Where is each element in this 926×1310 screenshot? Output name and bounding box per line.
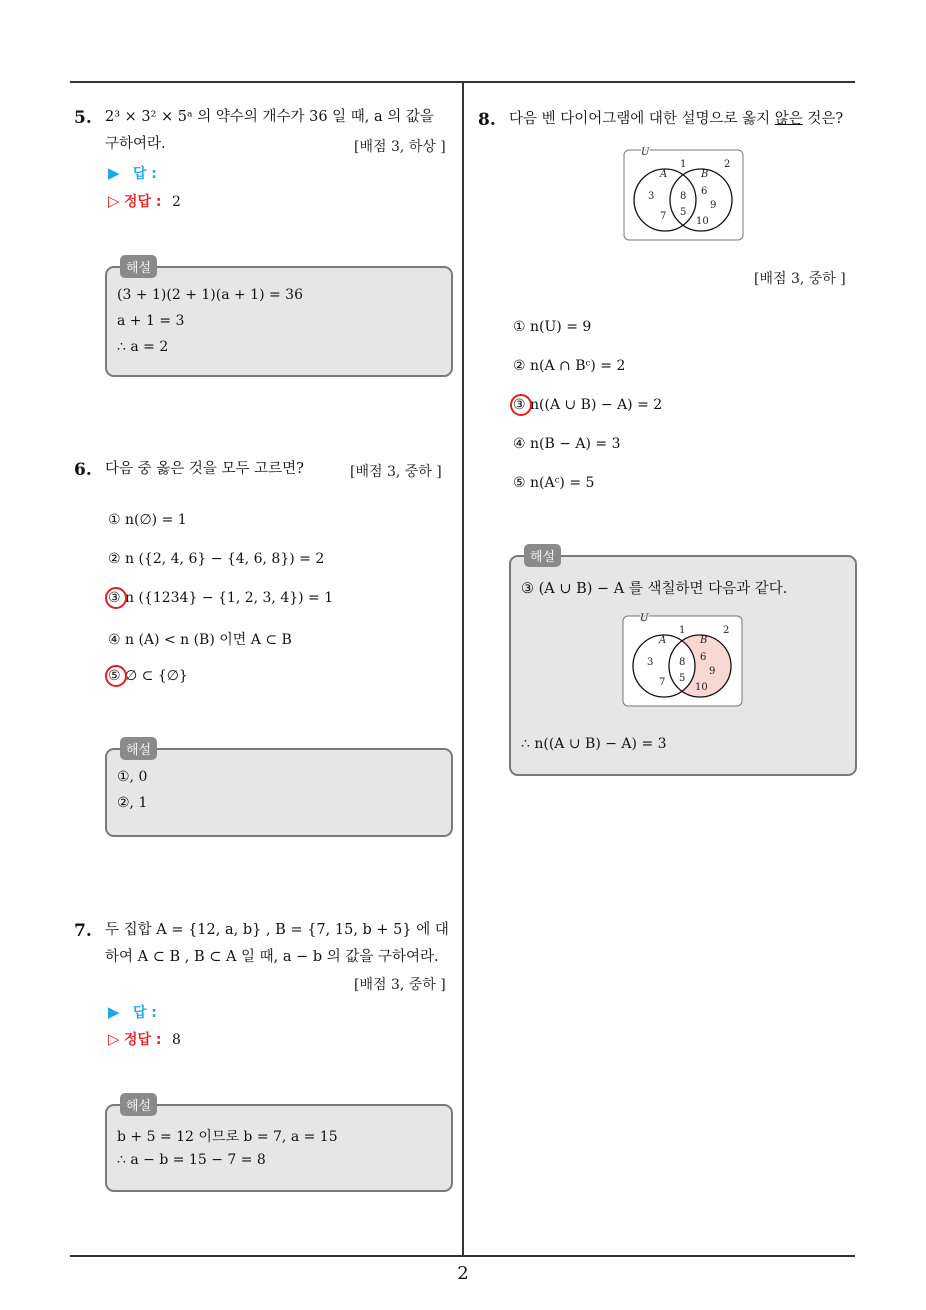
q8-number: 8.: [478, 110, 496, 130]
q5-correct-row: [108, 191, 181, 211]
q5-score: [배점 3, 하상 ]: [354, 139, 446, 155]
q6-option-2[interactable]: ② n ({2, 4, 6} − {4, 6, 8}) = 2: [108, 551, 325, 567]
q5-explain-line3: ∴ a = 2: [117, 339, 169, 355]
venn2-u-label: U: [640, 613, 649, 624]
triangle-outline-icon: ▷: [108, 1030, 120, 1048]
q7-text-line2: 하여 A ⊂ B , B ⊂ A 일 때, a − b 의 값을 구하여라.: [105, 949, 439, 965]
venn2-both-2: 5: [679, 673, 686, 684]
venn1-u-label: U: [641, 147, 650, 158]
q8-option-4[interactable]: ④ n(B − A) = 3: [513, 436, 621, 452]
q5-correct-label: 정답 :: [124, 194, 162, 210]
q5-text-line2: 구하여라.: [105, 136, 166, 152]
q7-correct-row: [108, 1029, 181, 1049]
play-icon: ▶: [108, 164, 120, 182]
venn1-a-label: A: [660, 169, 668, 180]
q8-option-3[interactable]: ③ n((A ∪ B) − A) = 2: [513, 397, 663, 413]
q5-correct-value: 2: [171, 194, 181, 210]
triangle-outline-icon: ▷: [108, 192, 120, 210]
q8-option-2[interactable]: ② n(A ∩ Bᶜ) = 2: [513, 358, 626, 374]
q7-text-line1: 두 집합 A = {12, a, b} , B = {7, 15, b + 5} 에 대: [105, 922, 449, 938]
q5-answer-label: 답 :: [132, 166, 157, 182]
venn1-a-2: 7: [660, 211, 667, 222]
q6-option-3-mark: [105, 587, 127, 609]
q8-option-1[interactable]: ① n(U) = 9: [513, 319, 592, 335]
q7-explain-line1: b + 5 = 12 이므로 b = 7, a = 15: [117, 1129, 338, 1145]
q5-explain-line1: (3 + 1)(2 + 1)(a + 1) = 36: [117, 287, 303, 303]
q6-number: 6.: [74, 460, 92, 480]
q7-score: [배점 3, 중하 ]: [354, 977, 446, 993]
q7-explain-line2: ∴ a − b = 15 − 7 = 8: [117, 1152, 266, 1168]
q6-text: 다음 중 옳은 것을 모두 고르면?: [105, 461, 304, 477]
venn1-a-1: 3: [648, 191, 655, 202]
venn1-both-2: 5: [680, 207, 687, 218]
q8-text-pre: 다음 벤 다이어그램에 대한 설명으로 옳지: [509, 111, 775, 127]
venn1-b-label: B: [701, 169, 709, 180]
q8-text-post: 것은?: [802, 111, 844, 127]
q5-explain-line2: a + 1 = 3: [117, 313, 185, 329]
column-divider: [462, 82, 464, 1256]
q8-explain-venn-diagram: [622, 613, 744, 709]
q8-explain-line1: ③ (A ∪ B) − A 를 색칠하면 다음과 같다.: [521, 581, 788, 597]
q6-option-1[interactable]: ① n(∅) = 1: [108, 512, 187, 528]
q5-answer-row[interactable]: [108, 163, 157, 183]
q6-explain-box: [105, 748, 453, 837]
q6-explain-tab: 해설: [120, 737, 157, 760]
q7-number: 7.: [74, 921, 92, 941]
q8-explain-line2: ∴ n((A ∪ B) − A) = 3: [521, 736, 667, 752]
q6-score: [배점 3, 중하 ]: [350, 464, 442, 480]
q8-text-underlined: 않은: [774, 111, 803, 127]
q7-correct-value: 8: [171, 1032, 181, 1048]
venn2-outside-2: 2: [723, 625, 730, 636]
venn2-b-label: B: [700, 635, 708, 646]
q7-answer-row[interactable]: [108, 1002, 157, 1022]
q6-option-5[interactable]: ⑤ ∅ ⊂ {∅}: [108, 668, 188, 684]
venn1-b-1: 6: [701, 186, 708, 197]
q7-explain-box: [105, 1104, 453, 1192]
play-icon: ▶: [108, 1003, 120, 1021]
venn2-outside-1: 1: [679, 625, 686, 636]
venn2-b-1: 6: [700, 652, 707, 663]
venn2-a-1: 3: [647, 657, 654, 668]
q6-explain-line1: ①, 0: [117, 769, 148, 785]
venn2-a-2: 7: [659, 677, 666, 688]
q8-score: [배점 3, 중하 ]: [754, 271, 846, 287]
q8-explain-tab: 해설: [524, 544, 561, 567]
q7-explain-tab: 해설: [120, 1093, 157, 1116]
venn2-a-label: A: [659, 635, 667, 646]
venn2-b-3: 10: [695, 682, 708, 693]
q8-venn-diagram: [623, 147, 745, 243]
page-number: 2: [457, 1263, 469, 1284]
q7-answer-label: 답 :: [132, 1005, 157, 1021]
venn1-outside-2: 2: [724, 159, 731, 170]
q6-option-3[interactable]: ③ n ({1234} − {1, 2, 3, 4}) = 1: [108, 590, 334, 606]
q7-correct-label: 정답 :: [124, 1032, 162, 1048]
q5-text-line1: 2³ × 3² × 5ᵃ 의 약수의 개수가 36 일 때, a 의 값을: [105, 109, 434, 125]
venn1-b-2: 9: [710, 200, 717, 211]
venn1-both-1: 8: [680, 191, 687, 202]
q6-option-4[interactable]: ④ n (A) < n (B) 이면 A ⊂ B: [108, 632, 292, 648]
q8-option-5[interactable]: ⑤ n(Aᶜ) = 5: [513, 475, 595, 491]
q5-explain-tab: 해설: [120, 255, 157, 278]
venn1-b-3: 10: [696, 216, 709, 227]
venn1-outside-1: 1: [680, 159, 687, 170]
bottom-rule: [70, 1255, 855, 1257]
q8-option-3-mark: [510, 394, 532, 416]
venn2-b-2: 9: [709, 666, 716, 677]
venn2-both-1: 8: [679, 657, 686, 668]
q5-number: 5.: [74, 108, 92, 128]
q6-explain-line2: ②, 1: [117, 795, 148, 811]
q8-text: [509, 106, 843, 133]
q6-option-5-mark: [105, 665, 127, 687]
